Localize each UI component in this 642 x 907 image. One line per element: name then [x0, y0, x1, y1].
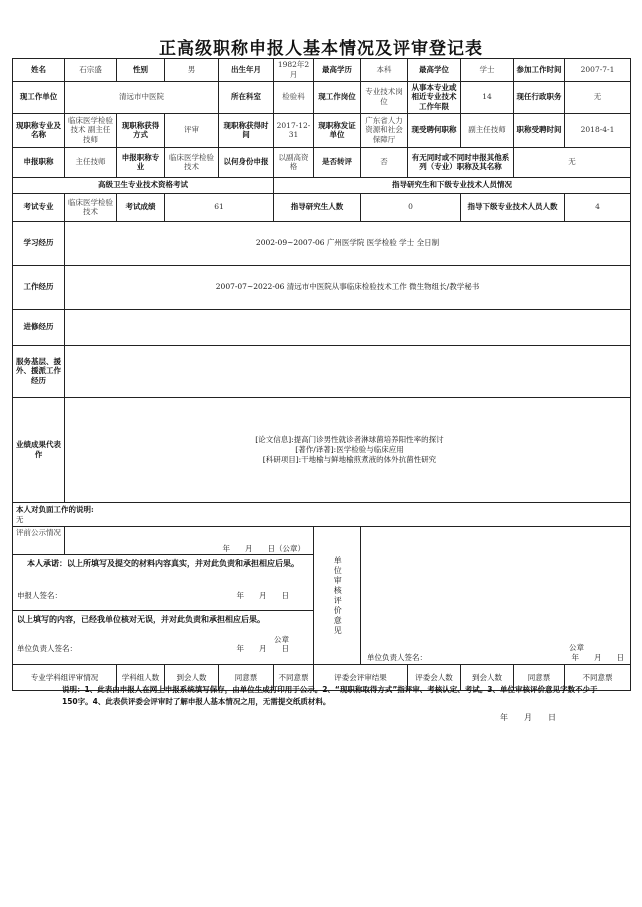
- publicity-label: 评前公示情况: [13, 527, 65, 555]
- identity-label: 以何身份申报: [219, 147, 274, 177]
- unit-verify-sign-line: [17, 644, 309, 654]
- issuer-label: 现职称发证单位: [314, 113, 361, 147]
- exam-score-value: 61: [165, 193, 274, 221]
- achievements-row: [13, 397, 631, 502]
- guide-section-header: 指导研究生和下级专业技术人员情况: [274, 177, 631, 193]
- training-text: [65, 309, 631, 345]
- service-label: 服务基层、援外、援派工作经历: [13, 345, 65, 397]
- junior-count-label: 指导下级专业技术人员人数: [461, 193, 565, 221]
- gender-label: 性别: [117, 59, 165, 82]
- achievements-label: 业绩成果代表作: [13, 397, 65, 502]
- applicant-sign-line: [17, 591, 309, 601]
- unit-verify-seal: 公章: [274, 634, 289, 644]
- other-series-label: 有无同时或不同时申报其他系列（专业）职称及其名称: [408, 147, 514, 177]
- apply-major-value: 临床医学检验技术: [165, 147, 219, 177]
- committee-review-label: 评委会评审结果: [314, 665, 408, 691]
- achievement-item: [论文信息]:提高门诊男性就诊者淋球菌培养阳性率的探讨: [255, 435, 444, 445]
- achievements-list: [65, 397, 631, 502]
- post-value: 专业技术岗位: [361, 81, 408, 113]
- applicant-date: 年 月 日: [236, 590, 289, 600]
- hired-time-value: 2018-4-1: [565, 113, 631, 147]
- registration-table: [12, 58, 631, 691]
- form-title: 正高级职称申报人基本情况及评审登记表: [159, 39, 483, 59]
- exam-section-header: 高级卫生专业技术资格考试: [13, 177, 274, 193]
- work-row: [13, 265, 631, 309]
- publicity-row: [13, 527, 631, 555]
- basic-info-row: [13, 59, 631, 82]
- birth-value: 1982年2月: [274, 59, 314, 82]
- workplace-row: [13, 81, 631, 113]
- publicity-date: 年 月 日（公章）: [65, 527, 314, 555]
- group-review-label: 专业学科组评审情况: [13, 665, 117, 691]
- work-label: 工作经历: [13, 265, 65, 309]
- achievement-item: [科研项目]:干地榆与鲜地榆煎煮液的体外抗菌性研究: [262, 454, 437, 464]
- unit-review-label: 单位审核评价意见: [333, 555, 343, 636]
- obtain-way-value: 评审: [165, 113, 219, 147]
- hired-time-label: 职称受聘时间: [514, 113, 565, 147]
- title-series-label: 现职称专业及名称: [13, 113, 65, 147]
- notes-date: 年 月 日: [500, 713, 556, 722]
- education-value: 本科: [361, 59, 408, 82]
- committee-present-label: 到会人数: [461, 665, 514, 691]
- group-members-label: 学科组人数: [117, 665, 165, 691]
- unit-review-date: 年 月 日: [571, 652, 624, 662]
- birth-label: 出生年月: [219, 59, 274, 82]
- work-start-value: 2007-7-1: [565, 59, 631, 82]
- applicant-pledge: 本人承诺：以上所填写及提交的材料内容真实，并对此负责和承担相应后果。: [27, 559, 299, 569]
- committee-members-label: 评委会人数: [408, 665, 461, 691]
- admin-post-value: 无: [565, 81, 631, 113]
- unit-value: 清远市中医院: [65, 81, 219, 113]
- years-label: 从事本专业或相近专业技术工作年限: [408, 81, 461, 113]
- unit-label: 现工作单位: [13, 81, 65, 113]
- form-notes: 说明：1、此表由申报人在网上申报系统填写保存，由单位生成打印用于公示。2、“现职称取得方式”指评审、考核认定、考试。3、单位审核评价意见字数不少于150字。4、此表供评委会评审时了解申报人基本情况之用，无需提交纸质材料。: [62, 685, 598, 706]
- study-label: 学习经历: [13, 221, 65, 265]
- obtain-way-label: 现职称获得方式: [117, 113, 165, 147]
- dept-label: 所在科室: [219, 81, 274, 113]
- current-title-row: [13, 113, 631, 147]
- committee-disagree-label: 不同意票: [565, 665, 631, 691]
- transfer-value: 否: [361, 147, 408, 177]
- exam-major-label: 考试专业: [13, 193, 65, 221]
- unit-review-seal: 公章: [569, 642, 584, 652]
- post-label: 现工作岗位: [314, 81, 361, 113]
- exam-major-value: 临床医学检验技术: [65, 193, 117, 221]
- unit-verify-text: 以上填写的内容，已经我单位核对无误，并对此负责和承担相应后果。: [17, 615, 265, 625]
- service-row: [13, 345, 631, 397]
- apply-title-value: 主任技师: [65, 147, 117, 177]
- apply-major-label: 申报职称专业: [117, 147, 165, 177]
- unit-verify-date: 年 月 日: [236, 644, 289, 654]
- junior-count-value: 4: [565, 193, 631, 221]
- degree-label: 最高学位: [408, 59, 461, 82]
- unit-review-cell: [361, 527, 631, 665]
- exam-guide-row: [13, 193, 631, 221]
- group-agree-label: 同意票: [219, 665, 274, 691]
- name-label: 姓名: [13, 59, 65, 82]
- transfer-label: 是否转评: [314, 147, 361, 177]
- hired-title-label: 现受聘何职称: [408, 113, 461, 147]
- unit-review-sign-line: [367, 653, 624, 663]
- achievement-item: [著作/译著]:医学检验与临床应用: [295, 444, 404, 454]
- years-value: 14: [461, 81, 514, 113]
- apply-row: [13, 147, 631, 177]
- identity-value: 以副高资格: [274, 147, 314, 177]
- unit-review-sign: 单位负责人签名：: [367, 652, 427, 662]
- dept-value: 检验科: [274, 81, 314, 113]
- study-text: 2002-09~2007-06 广州医学院 医学检验 学士 全日制: [65, 221, 631, 265]
- education-label: 最高学历: [314, 59, 361, 82]
- negative-label: 本人对负面工作的说明:: [16, 504, 94, 514]
- group-disagree-label: 不同意票: [274, 665, 314, 691]
- training-row: [13, 309, 631, 345]
- work-start-label: 参加工作时间: [514, 59, 565, 82]
- negative-cell: [13, 502, 631, 527]
- obtain-time-value: 2017-12-31: [274, 113, 314, 147]
- applicant-cell: [13, 555, 314, 611]
- obtain-time-label: 现职称获得时间: [219, 113, 274, 147]
- negative-row: [13, 502, 631, 527]
- hired-title-value: 副主任技师: [461, 113, 514, 147]
- training-label: 进修经历: [13, 309, 65, 345]
- grad-count-label: 指导研究生人数: [274, 193, 361, 221]
- section-header-row: [13, 177, 631, 193]
- grad-count-value: 0: [361, 193, 461, 221]
- unit-verify-sign: 单位负责人签名：: [17, 644, 77, 654]
- unit-review-label-cell: [314, 527, 361, 665]
- exam-score-label: 考试成绩: [117, 193, 165, 221]
- committee-agree-label: 同意票: [514, 665, 565, 691]
- study-row: [13, 221, 631, 265]
- issuer-value: 广东省人力资源和社会保障厅: [361, 113, 408, 147]
- title-series-value: 临床医学检验技术 副主任技师: [65, 113, 117, 147]
- work-text: 2007-07~2022-06 清远市中医院从事临床检验技术工作 微生物组长/教学秘书: [65, 265, 631, 309]
- negative-text: 无: [16, 514, 24, 524]
- service-text: [65, 345, 631, 397]
- other-series-value: 无: [514, 147, 631, 177]
- apply-title-label: 申报职称: [13, 147, 65, 177]
- unit-verify-cell: [13, 611, 314, 665]
- admin-post-label: 现任行政职务: [514, 81, 565, 113]
- name-value: 石宗盛: [65, 59, 117, 82]
- group-present-label: 到会人数: [165, 665, 219, 691]
- degree-value: 学士: [461, 59, 514, 82]
- applicant-sign: 申报人签名：: [17, 590, 62, 600]
- gender-value: 男: [165, 59, 219, 82]
